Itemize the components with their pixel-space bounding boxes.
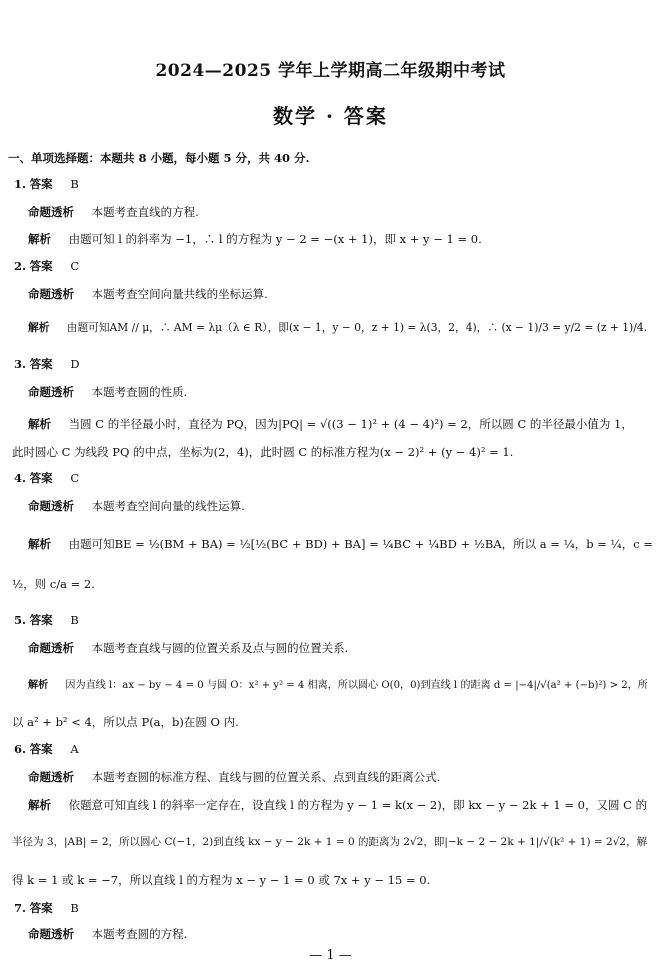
q5-analysis-text: 本题考查直线与圆的位置关系及点与圆的位置关系. — [91, 641, 349, 655]
q3-answer-row — [14, 356, 80, 372]
q7-answer-label: 答案 — [29, 901, 53, 915]
q6-solution-label: 解析 — [28, 798, 51, 812]
q1-solution-label: 解析 — [28, 232, 51, 246]
q7-answer-value: B — [70, 901, 79, 915]
q5-number: 5. — [14, 613, 27, 627]
q5-answer-label: 答案 — [29, 613, 53, 627]
q2-solution-label: 解析 — [28, 321, 50, 334]
q2-answer-label: 答案 — [29, 259, 53, 273]
q4-solution-row — [28, 536, 653, 552]
q4-solution-label: 解析 — [28, 537, 51, 551]
q3-solution-label: 解析 — [28, 417, 51, 431]
q3-solution-row — [28, 416, 633, 432]
q5-answer-value: B — [70, 613, 79, 627]
page-subtitle: 数学 · 答案 — [273, 104, 388, 128]
q4-answer-row — [14, 470, 79, 486]
q4-solution-text-1: 由题可知BE = ½(BM + BA) = ½[½(BC + BD) + BA] = ¼BC + ¼BD + ½BA，所以 a = ¼，b = ¼，c = — [68, 537, 653, 551]
q1-analysis-label: 命题透析 — [28, 205, 74, 219]
q4-analysis-text: 本题考查空间向量的线性运算. — [91, 499, 245, 513]
q1-answer-row — [14, 176, 79, 192]
q6-answer-label: 答案 — [29, 742, 53, 756]
q4-analysis-row — [28, 498, 245, 514]
q3-analysis-label: 命题透析 — [28, 385, 74, 399]
page-title: 2024—2025 学年上学期高二年级期中考试 — [155, 61, 506, 81]
section-heading: 一、单项选择题：本题共 8 小题，每小题 5 分，共 40 分. — [8, 151, 310, 165]
q6-solution-continuation-2: 得 k = 1 或 k = −7，所以直线 l 的方程为 x − y − 1 = 0 或 7x + y − 15 = 0. — [12, 873, 431, 887]
q5-analysis-label: 命题透析 — [28, 641, 74, 655]
q3-answer-value: D — [70, 357, 80, 371]
q6-answer-row — [14, 741, 79, 757]
q5-solution-label: 解析 — [28, 680, 49, 691]
q7-number: 7. — [14, 901, 27, 915]
q3-answer-label: 答案 — [29, 357, 53, 371]
q6-solution-text-1: 依题意可知直线 l 的斜率一定存在，设直线 l 的方程为 y − 1 = k(x − 2)，即 kx − y − 2k + 1 = 0，又圆 C 的 — [68, 798, 648, 812]
page-number: — 1 — — [309, 948, 352, 963]
q5-solution-continuation: 以 a² + b² < 4，所以点 P(a，b)在圆 O 内. — [12, 715, 239, 729]
q5-solution-row — [28, 678, 648, 694]
q1-solution-text: 由题可知 l 的斜率为 −1，∴ l 的方程为 y − 2 = −(x + 1)，即 x + y − 1 = 0. — [68, 232, 482, 246]
q4-number: 4. — [14, 471, 27, 485]
q1-answer-value: B — [70, 177, 79, 191]
q6-analysis-label: 命题透析 — [28, 770, 74, 784]
q6-analysis-row — [28, 769, 440, 785]
q7-analysis-label: 命题透析 — [28, 927, 74, 941]
q7-analysis-row — [28, 926, 187, 942]
q6-answer-value: A — [70, 742, 79, 756]
q3-number: 3. — [14, 357, 27, 371]
q7-analysis-text: 本题考查圆的方程. — [91, 927, 188, 941]
q6-solution-continuation-1: 半径为 3，|AB| = 2，所以圆心 C(−1，2)到直线 kx − y − 2k + 1 = 0 的距离为 2√2，即|−k − 2 − 2k + 1|/√(k² + 1) = 2√2，解 — [12, 836, 648, 848]
q5-analysis-row — [28, 640, 348, 656]
q6-solution-row — [28, 797, 647, 813]
q3-solution-text-1: 当圆 C 的半径最小时，直径为 PQ，因为|PQ| = √((3 − 1)² + (4 − 4)²) = 2，所以圆 C 的半径最小值为 1， — [68, 417, 633, 431]
q4-solution-continuation: ½，则 c/a = 2. — [12, 577, 95, 591]
q3-analysis-text: 本题考查圆的性质. — [91, 385, 188, 399]
q5-answer-row — [14, 612, 79, 628]
q6-number: 6. — [14, 742, 27, 756]
q3-solution-continuation: 此时圆心 C 为线段 PQ 的中点，坐标为(2，4)，此时圆 C 的标准方程为(x − 2)² + (y − 4)² = 1. — [12, 445, 514, 459]
q3-analysis-row — [28, 384, 187, 400]
q4-answer-label: 答案 — [29, 471, 53, 485]
q2-answer-value: C — [70, 259, 80, 273]
q4-answer-value: C — [70, 471, 80, 485]
q1-answer-label: 答案 — [29, 177, 53, 191]
q6-analysis-text: 本题考查圆的标准方程、直线与圆的位置关系、点到直线的距离公式. — [91, 770, 441, 784]
q2-analysis-text: 本题考查空间向量共线的坐标运算. — [91, 287, 268, 301]
q1-analysis-text: 本题考查直线的方程. — [91, 205, 199, 219]
q2-answer-row — [14, 258, 79, 274]
q1-number: 1. — [14, 177, 27, 191]
q1-solution-row — [28, 231, 482, 247]
q2-solution-row — [28, 320, 647, 336]
q2-number: 2. — [14, 259, 27, 273]
q2-analysis-label: 命题透析 — [28, 287, 74, 301]
q1-analysis-row — [28, 204, 199, 220]
q5-solution-text-1: 因为直线 l：ax − by − 4 = 0 与圆 O：x² + y² = 4 相离，所以圆心 O(0，0)到直线 l 的距离 d = |−4|/√(a² + (−b)²) > 2，所 — [65, 680, 648, 691]
q2-analysis-row — [28, 286, 268, 302]
q2-solution-text: 由题可知AM // μ，∴ AM = λμ（λ ∈ R），即(x − 1，y − 0，z + 1) = λ(3，2，4)，∴ (x − 1)/3 = y/2 = (z + 1)/4. — [66, 321, 648, 334]
q4-analysis-label: 命题透析 — [28, 499, 74, 513]
q7-answer-row — [14, 900, 79, 916]
